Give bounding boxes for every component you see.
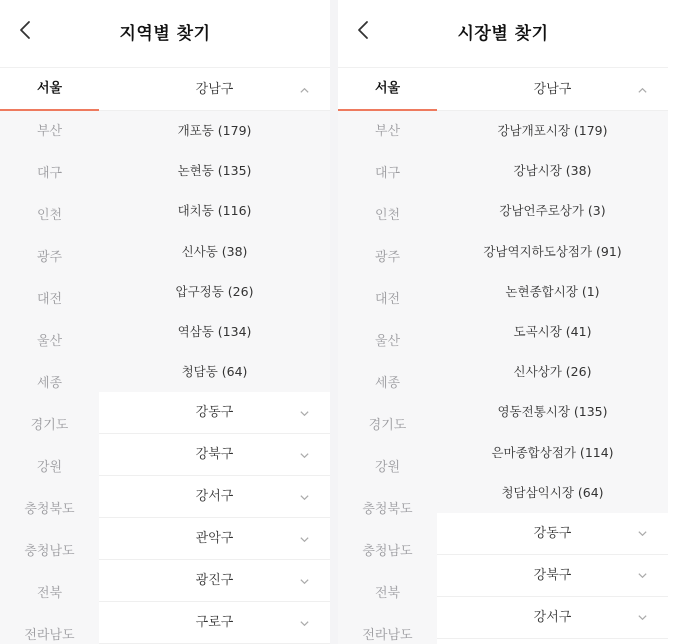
district-row[interactable]: [99, 476, 330, 518]
market-item[interactable]: 강남역지하도상점가 (91): [483, 243, 622, 259]
body: [338, 69, 668, 644]
sidebar-item-ulsan[interactable]: 울산: [374, 334, 401, 349]
district-label: 강동구: [195, 405, 234, 421]
district-label: 강북구: [533, 567, 572, 583]
sidebar-item-sejong[interactable]: 세종: [36, 376, 63, 391]
header: [338, 0, 668, 68]
screen-divider: [330, 0, 338, 644]
district-row[interactable]: [99, 560, 330, 602]
district-label: 강북구: [195, 447, 234, 463]
sidebar-item-daejeon[interactable]: 대전: [374, 292, 401, 307]
sidebar-item-gyeonggi[interactable]: 경기도: [30, 418, 69, 433]
district-label: 관악구: [195, 531, 234, 547]
chevron-down-icon: [636, 597, 648, 639]
dong-item[interactable]: 신사동 (38): [181, 243, 248, 259]
chevron-down-icon: [298, 518, 310, 560]
chevron-down-icon: [636, 555, 648, 597]
dong-item[interactable]: 역삼동 (134): [177, 323, 252, 339]
sidebar-item-jeonnam[interactable]: 전라남도: [362, 628, 413, 643]
district-label: 강서구: [533, 609, 572, 625]
dong-list: [99, 111, 330, 392]
district-label: 강남구: [195, 82, 234, 97]
sidebar-item-chungnam[interactable]: 충청남도: [362, 544, 413, 559]
sidebar-item-ulsan[interactable]: 울산: [36, 334, 63, 349]
district-row[interactable]: [99, 392, 330, 434]
region-sidebar: [338, 69, 437, 644]
district-row[interactable]: [99, 434, 330, 476]
sidebar-item-gwangju[interactable]: 광주: [374, 250, 401, 265]
market-item[interactable]: 강남시장 (38): [513, 163, 592, 179]
district-label: 구로구: [195, 615, 234, 631]
dong-item[interactable]: 대치동 (116): [177, 203, 252, 219]
dong-item[interactable]: 논현동 (135): [177, 163, 252, 179]
district-row-expanded[interactable]: [99, 69, 330, 111]
sidebar-item-chungnam[interactable]: 충청남도: [24, 544, 75, 559]
chevron-down-icon: [298, 602, 310, 644]
region-sidebar: [0, 69, 99, 644]
market-item[interactable]: 도곡시장 (41): [513, 323, 592, 339]
sidebar-item-chungbuk[interactable]: 충청북도: [24, 502, 75, 517]
sidebar-item-chungbuk[interactable]: 충청북도: [362, 502, 413, 517]
sidebar-item-seoul[interactable]: 서울: [0, 69, 99, 111]
sidebar-item-sejong[interactable]: 세종: [374, 376, 401, 391]
district-row[interactable]: [437, 555, 668, 597]
district-row[interactable]: [437, 597, 668, 639]
page-title: 시장별 찾기: [457, 24, 549, 44]
market-item[interactable]: 신사상가 (26): [513, 364, 592, 380]
dong-item[interactable]: 압구정동 (26): [175, 283, 254, 299]
chevron-down-icon: [298, 434, 310, 476]
sidebar-item-gangwon[interactable]: 강원: [36, 460, 63, 475]
district-list: [437, 69, 668, 644]
market-item[interactable]: 논현종합시장 (1): [505, 283, 600, 299]
dong-item[interactable]: 청담동 (64): [181, 364, 248, 380]
sidebar-item-daegu[interactable]: 대구: [36, 166, 63, 181]
sidebar-item-jeonbuk[interactable]: 전북: [36, 586, 63, 601]
market-item[interactable]: 강남언주로상가 (3): [499, 203, 606, 219]
market-search-screen: [338, 0, 668, 644]
market-item[interactable]: 영동전통시장 (135): [497, 404, 608, 420]
district-row[interactable]: [99, 602, 330, 644]
chevron-down-icon: [636, 513, 648, 555]
district-label: 강남구: [533, 82, 572, 97]
region-search-screen: [0, 0, 330, 644]
dong-item[interactable]: 개포동 (179): [177, 123, 252, 138]
chevron-down-icon: [298, 476, 310, 518]
chevron-up-icon: [298, 69, 310, 111]
sidebar-item-incheon[interactable]: 인천: [374, 208, 401, 223]
district-label: 강서구: [195, 489, 234, 505]
sidebar-item-gyeonggi[interactable]: 경기도: [368, 418, 407, 433]
district-list: [99, 69, 330, 644]
sidebar-item-daejeon[interactable]: 대전: [36, 292, 63, 307]
market-list: [437, 111, 668, 513]
district-label: 광진구: [195, 573, 234, 589]
district-row[interactable]: [99, 518, 330, 560]
sidebar-item-incheon[interactable]: 인천: [36, 208, 63, 223]
chevron-up-icon: [636, 69, 648, 111]
sidebar-item-jeonnam[interactable]: 전라남도: [24, 628, 75, 643]
chevron-down-icon: [298, 560, 310, 602]
district-row-expanded[interactable]: [437, 69, 668, 111]
district-label: 강동구: [533, 525, 572, 541]
district-row[interactable]: [437, 513, 668, 555]
sidebar-item-gangwon[interactable]: 강원: [374, 460, 401, 475]
sidebar-item-busan[interactable]: 부산: [374, 124, 401, 139]
market-item[interactable]: 은마종합상점가 (114): [491, 444, 614, 460]
body: [0, 69, 330, 644]
sidebar-item-daegu[interactable]: 대구: [374, 166, 401, 181]
sidebar-item-busan[interactable]: 부산: [36, 124, 63, 139]
sidebar-item-gwangju[interactable]: 광주: [36, 250, 63, 265]
market-item[interactable]: 강남개포시장 (179): [497, 123, 608, 138]
header: [0, 0, 330, 68]
page-title: 지역별 찾기: [119, 24, 211, 44]
sidebar-item-jeonbuk[interactable]: 전북: [374, 586, 401, 601]
sidebar-item-seoul[interactable]: 서울: [338, 69, 437, 111]
chevron-down-icon: [298, 392, 310, 434]
market-item[interactable]: 청담삼익시장 (64): [501, 484, 604, 500]
